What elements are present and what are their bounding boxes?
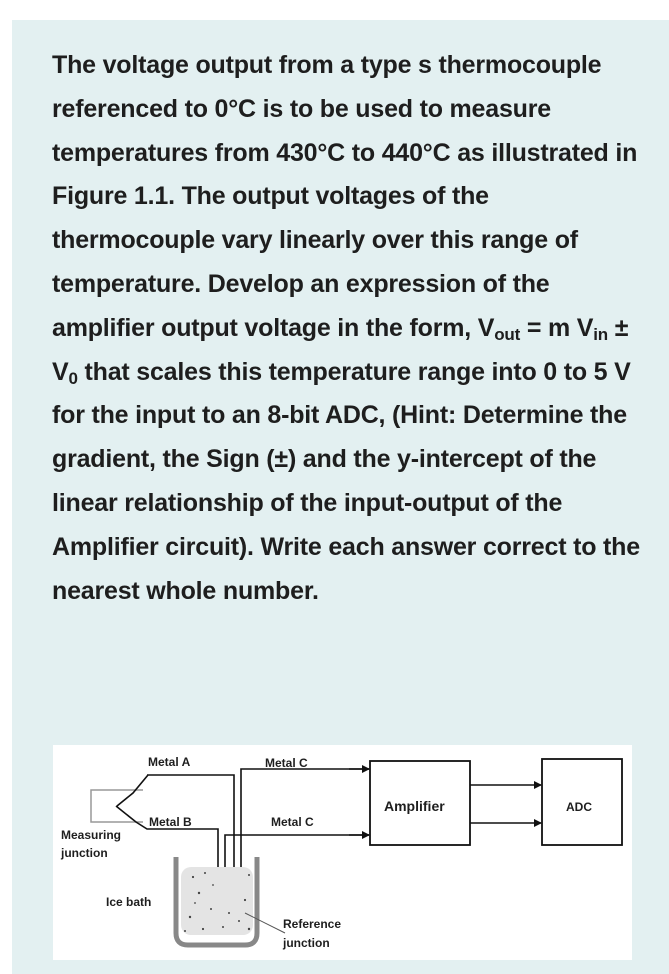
measuring-label: Measuring <box>61 828 122 842</box>
ice-bath-fill <box>181 867 253 935</box>
question-part3: that scales this temperature range into 0 to 5 V for the input to an 8-bit ADC, (Hint: Determine the gradient, the Sign ( <box>52 357 631 474</box>
reference-junction-label: junction <box>283 936 330 950</box>
ice-bath-label: Ice bath <box>106 895 152 909</box>
metal-c-bottom-label: Metal C <box>271 815 314 829</box>
plus-minus-1: ± <box>607 313 629 342</box>
question-part1: The voltage output from a type s thermocouple referenced to 0°C is to be used to measure temperatures from 430°C to 440°C as illustrated in Figure 1.1. The output voltages of the thermocouple vary linearly over this range of temperature. Develop an expression of the amplifier output voltage in the form, V <box>52 51 638 342</box>
thermocouple-figure <box>53 745 632 960</box>
reference-label: Reference <box>283 917 342 931</box>
v0-subscript: 0 <box>68 368 78 388</box>
question-part4: ) and the y-intercept of the linear relationship of the input-output of the Amplifier circuit). Write each answer correct to the nearest whole number. <box>52 445 640 605</box>
metal-c-top-label: Metal C <box>265 756 308 770</box>
metal-a-label: Metal A <box>148 755 191 769</box>
amplifier-label: Amplifier <box>384 798 445 814</box>
measuring-junction-label: junction <box>61 846 108 860</box>
metal-b-label: Metal B <box>149 815 192 829</box>
vout-subscript: out <box>494 324 521 344</box>
v0-symbol: V <box>52 357 69 386</box>
thermocouple-diagram <box>53 745 632 960</box>
vin-subscript: in <box>593 324 608 344</box>
plus-minus-2: ± <box>274 445 288 474</box>
question-text <box>52 44 642 613</box>
question-part2: = m V <box>520 313 594 342</box>
metal-c-top-wire <box>241 769 369 907</box>
adc-label: ADC <box>566 800 592 814</box>
